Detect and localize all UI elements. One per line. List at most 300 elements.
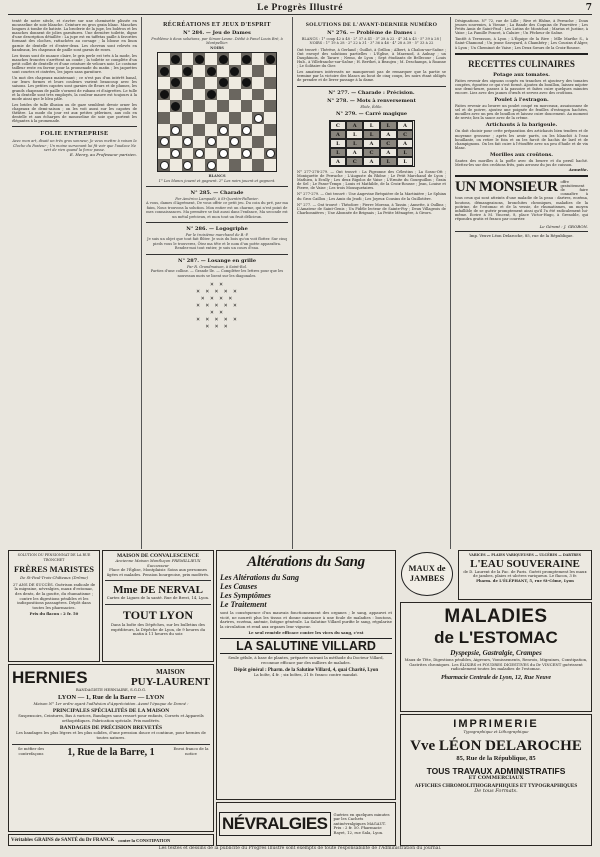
lozenge-grid [191, 281, 243, 330]
white-piece [171, 126, 180, 135]
problem-286-author: Par le troisième marchand de B.-P. [185, 233, 249, 238]
solvers-continued: Tantôt à Terrasson, à Lyon ; L'Équipe de la Rive ; Mlle Marthe S., à Saint-Chamond ; Un jeune Savoyard, à Chambéry ; Les Cousins d'Alger, à Lyon ; Un Cheminot de Vaise ; Les Deux Sœurs de la Croix-Rousse. [455, 37, 588, 50]
black-piece [219, 78, 228, 87]
page-number: 7 [585, 3, 592, 13]
problem-284-title: N° 284. — Jeu de Dames [183, 30, 251, 36]
board-square [217, 112, 229, 124]
magic-square-cell: A [363, 157, 380, 166]
ad-hernies: HERNIES [12, 668, 88, 687]
magic-square-cell: L [346, 130, 363, 139]
board-square [158, 77, 170, 89]
board-square [217, 159, 229, 171]
ad-salutine-sub: Seule gélule, à base de plantes, préparée suivant la méthode du Docteur Villard, reconnue efficace par des milliers de malades. [228, 654, 384, 665]
solvers-list: N° 277. — Ont trouvé : Théodore ; Pierre Moreau, à Tassin ; Annette, à Oullins ; L'Amateur de Saint-Genis ; Un Fidèle lecteur de Sainte-Foy ; Deux Villageois de Charbonnières ; Une Abonnée de Brignais ; La Petite Ménagère, à Givors. [297, 202, 446, 215]
problem-287-text: Parties d'une colline. — Grande île. — Compléter les lettres pour que les nouveaux mots se lisent sur les diagonales. [150, 269, 284, 278]
ad-conv-sub: Ancienne Maison Montluçon PREMILLIEUX Successeur [115, 558, 201, 568]
black-piece [266, 55, 275, 64]
ad-maladies-body: Maux de Tête, Digestions pénibles, Aigreurs, Vomissements, Renvois, Migraines, Constipation, Gastrites chroniques. Les ÉLIXIRS et POUDRES DIGESTIVES du Dr VINCENT guérissent radicalement toutes les maladies de l'estomac. [404, 657, 588, 672]
black-piece [230, 67, 239, 76]
board-square [252, 65, 264, 77]
board-square [217, 100, 229, 112]
poem-text: Avec mon art, disait un très gros sonneur, Je veux mettre à raison la Cloche du Pasteur ; Un moine survenant lui fit voir que l'audace Ne sert de rien quand la force passe. [12, 139, 137, 153]
board-square [170, 136, 182, 148]
board-square [252, 77, 264, 89]
board-square [252, 159, 264, 171]
magic-square-cell: A [346, 121, 363, 130]
ad-affiches: AFFICHES CHROMOLITHOGRAPHIQUES ET TYPOGRAPHIQUES [414, 783, 578, 790]
ad-imprimerie-title: IMPRIMERIE [453, 718, 539, 730]
board-square [205, 77, 217, 89]
board-square [252, 136, 264, 148]
fashion-paragraph: tenté de notre siècle, et s'avère sur une chemisette plissée en mousseline de soie blanche. Ceinture en gros grain blanc. Manches longues à tombe de batiste. La broderie de la jupe, les boléros et les manches donnent de jolies garnitures. Une dernière toilette, digne d'une description détaillée : La jupe est en taffetas paille à favorites formant des cloches, rattachées au corsage ; la blouse en linon garnie de dentelle et d'entre-deux. Les cheveux sont relevés en bandeaux, les chapeaux de paille sont garnis de roses. [12, 19, 137, 52]
problem-287-title: N° 287. — Losange en grille [178, 257, 256, 264]
white-piece [230, 137, 239, 146]
board-square [241, 148, 253, 160]
ad-puy-spec-title: PRINCIPALES SPÉCIALITÉS DE LA MAISON [52, 708, 170, 715]
magic-square-cell: L [346, 139, 363, 148]
ad-delaroche-address: 85, Rue de la République, 85 [456, 754, 536, 762]
board-square [217, 148, 229, 160]
ad-nevralgies-body: Guéries en quelques minutes par les Cachets antinévralgiques MAGAUT. Prix : 2 fr. 50. Pharmacie Rayet, 12, rue Sala, Lyon. [333, 811, 390, 835]
white-piece [242, 126, 251, 135]
ad-alterations-h2: Les Causes [220, 582, 258, 591]
ad-puy-brevets-body: Les bandages les plus légers et les plus solides, d'une pression douce et continue, pour hernies de toutes natures. [16, 730, 206, 740]
fashion-column [8, 17, 142, 549]
ad-freres-title: FRÈRES MARISTES [13, 564, 95, 575]
board-square [193, 159, 205, 171]
ad-puy-note: Maison N° 1er ordre ayant l'adhésion d'Appréciation. Avant l'époque de Donné : [33, 700, 189, 706]
magic-square-cell: L [380, 121, 397, 130]
black-piece [207, 90, 216, 99]
lozenge-grid-row: × × × × [200, 294, 234, 302]
board-square [158, 53, 170, 65]
board-square [241, 89, 253, 101]
board-square [241, 124, 253, 136]
ad-imprimerie-sub: Typographique et Lithographique [463, 729, 529, 734]
solution-278-answer: Elide, Édile. [360, 104, 383, 109]
board-square [158, 148, 170, 160]
board-square [170, 100, 182, 112]
recipe-title: Artichauts à la barigoule. [485, 122, 558, 129]
ad-alterations-h4: Le Traitement [220, 600, 267, 609]
recipe-text: Faites revenir des oignons coupés en tranches et ajoutez-y des tomates coupées, égouttez ce qui s'est formé. Ajoutez du bouillon, laissez mijoter une demi-heure, passez à la passoire et faites cuire quelques minutes encore. Liez avec des jaunes d'œufs et servez avec des croûtons. [455, 78, 588, 95]
ad-salutine-price: La boîte, 4 fr. ; six boîtes, 21 fr. franco contre mandat. [253, 672, 359, 678]
board-square [264, 124, 276, 136]
ad-conv-title: MAISON DE CONVALESCENCE [116, 553, 200, 559]
divider [455, 175, 588, 177]
board-square [264, 77, 276, 89]
monsieur-ad-title: UN MONSIEUR [455, 179, 558, 196]
footer-disclaimer: Les textes et dessins de la publicité du Progrès Illustré sont exempts de toute responsabilité de l'Administration du journal. [158, 846, 442, 851]
printer-line: Imp. Veuve Léon Delaroche, 85, rue de la République. [455, 231, 588, 238]
board-square [241, 77, 253, 89]
board-square [182, 77, 194, 89]
board-square [264, 112, 276, 124]
lozenge-grid-row: × × × [205, 322, 229, 330]
problem-285-author: Par Américo Lampadé, à St-Quentin-Fallavier. [175, 197, 259, 202]
ad-alterations-remede: Le seul remède efficace contre les vices du sang, c'est [248, 630, 364, 636]
recipes-heading: RECETTES CULINAIRES [468, 58, 575, 69]
magic-square-cell: L [363, 130, 380, 139]
ad-puy-address: LYON — 1, Rue de la Barre — LYON [57, 693, 165, 701]
board-square [205, 89, 217, 101]
ad-freres-maristes [8, 550, 100, 662]
solvers-continued: Désignations. N° 72, rue de Lille ; Rive et Rhône, à Perrache ; Doux jeunes souvenirs, à Vienne ; La Bande des Coquins de Fourvière ; Les Petits Amis de Saint-Paul ; Les Lutins de Montchat ; Marius et Justine, à Vaise ; La Famille Poncet, à Caluire ; Un Pêcheur de Saône. [455, 19, 588, 36]
fashion-paragraph: Les brides de tulle illusion ou de gaze semblent devoir orner les chapeaux de demi-saison ; on les voit aussi sur les capotes de théâtre. La mode du jour est aux petites pèlerines, aux cols en dentelle et aux écharpes de mousseline de soie que portent les élégantes à la promenade. [12, 102, 137, 124]
board-square [193, 65, 205, 77]
board-square [170, 124, 182, 136]
board-square [229, 112, 241, 124]
ad-travaux: TOUS TRAVAUX ADMINISTRATIFS [426, 765, 566, 776]
board-square [182, 65, 194, 77]
board-square [182, 136, 194, 148]
board-square [252, 112, 264, 124]
board-square [193, 136, 205, 148]
board-square [264, 53, 276, 65]
ad-tout-lyon-body: Dans la boîte des Dépêches, sur les bulletins des expéditeurs, la Dépêche de Lyon, de 9 heures du matin à 11 heures du soir. [110, 621, 206, 637]
ad-puy-spec-body: Suspensoirs, Ceintures, Bas à varices, Bandages sans ressort pour enfants, Corsets et Appareils orthopédiques. Fabrication spéciale. Prix modérés. [18, 713, 204, 723]
board-square [264, 65, 276, 77]
divider [455, 53, 588, 55]
white-piece [266, 149, 275, 158]
ad-alterations-body: sont la conséquence d'un mauvais fonctionnement des organes ; le sang, appauvri et vicié, ne nourrit plus les tissus et donne naissance à une foule de maladies : boutons, dartres, eczéma, anémie, fatigue générale. La Salutine Villard purifie le sang, régularise la circulation et rend aux organes leur vigueur. [220, 610, 392, 629]
board-square [205, 136, 217, 148]
board-square [252, 148, 264, 160]
solution-276-note: Les amateurs intéressés ne manqueront pas de remarquer que la partie se termine par la victoire des blancs au bout de cinq coups, les noirs étant obligés de prendre et de livrer passage à la dame. [297, 70, 446, 83]
board-square [193, 148, 205, 160]
ad-salutine-depot: Dépôt général : Pharm. de la Salutine Villard, 4, quai Charité, Lyon [233, 668, 379, 674]
white-piece [183, 137, 192, 146]
ad-puy-header [12, 668, 210, 688]
board-square [158, 112, 170, 124]
board-square [158, 89, 170, 101]
games-heading: RÉCRÉATIONS ET JEUX D'ESPRIT [163, 22, 271, 28]
problem-286-title: N° 286. — Logogriphe [186, 226, 248, 233]
divider [297, 86, 446, 87]
ad-estomac-title: de L'ESTOMAC [434, 628, 558, 647]
board-square [241, 53, 253, 65]
solution-277-title: N° 277. — Charade : Précision. [328, 89, 415, 96]
black-piece [207, 67, 216, 76]
board-square [229, 53, 241, 65]
white-piece [160, 137, 169, 146]
monsieur-ad [455, 180, 588, 221]
board-square [193, 53, 205, 65]
board-square [205, 53, 217, 65]
board-square [217, 89, 229, 101]
lozenge-grid-row: × × × × × [196, 301, 238, 309]
board-top-label: NOIRS [210, 45, 224, 50]
board-square [193, 112, 205, 124]
magic-square-cell: C [397, 130, 414, 139]
recipe-text: Faites revenir au beurre un poulet coupé en morceaux, assaisonnez de sel et de poivre, ajoutez une poignée de feuilles d'estragon hachées, mouillez avec un peu de bouillon et laissez cuire doucement. Au moment de servir, liez la sauce avec de la crème. [455, 104, 588, 121]
board-square [193, 77, 205, 89]
white-piece [160, 161, 169, 170]
magic-square-cell: L [397, 148, 414, 157]
board-square [205, 100, 217, 112]
board-square [158, 159, 170, 171]
board-square [229, 77, 241, 89]
magic-square-cell: C [330, 121, 347, 130]
ad-puy-maison: MAISON [156, 668, 185, 676]
poem-title: FOLIE ENTREPRISE [40, 130, 109, 138]
black-piece [183, 67, 192, 76]
solution-276-title: N° 276. — Problème de Dames : [327, 30, 416, 36]
ad-eau-title: L'EAU SOUVERAINE [470, 557, 580, 570]
white-piece [254, 114, 263, 123]
ad-puy-footer [12, 744, 210, 758]
board-caption: 1° Les blancs jouent et gagnent. 2° Les noirs jouent et gagnent. [158, 178, 276, 183]
board-square [229, 159, 241, 171]
white-piece [207, 161, 216, 170]
ad-puy-laurent [8, 664, 214, 832]
board-square [182, 124, 194, 136]
board-square [264, 100, 276, 112]
ad-puy-brand [131, 668, 210, 688]
magic-square-cell: L [363, 121, 380, 130]
board-square [170, 77, 182, 89]
black-piece [242, 78, 251, 87]
board-square [193, 124, 205, 136]
ad-maladies-pharmacy: Pharmacie Centrale de Lyon, 12, Rue Neuve [440, 674, 552, 681]
solution-279-title: N° 279. — Carré magique [335, 110, 408, 117]
solvers-list: N° 277-279. — Ont trouvé : Une Angevine Bréquière de la Martinière ; Le Sphinx du Gros Caillou ; Les Amis du Jeudi ; Les Joyeux Cousins de la Guillotière. [297, 192, 446, 201]
ad-tout-lyon: TOUT LYON [122, 607, 194, 622]
fashion-paragraph: Les tissus sont de nuance claire, le gris perle est très à la mode, les manches froncées s'arrêtent au coude ; la toilette se complète d'un petit collet de dentelle et d'une ceinture de velours noir. Le costume tailleur reste en faveur pour la promenade du matin ; les jaquettes sont courtes et cintrées, les jupes sans garniture. [12, 53, 137, 75]
ad-puy-footer-left: Se méfier des contrefaçons [17, 746, 45, 757]
divider [12, 126, 137, 127]
ad-imprimerie-delaroche [400, 714, 592, 846]
board-square [170, 89, 182, 101]
white-piece [207, 137, 216, 146]
ad-alterations-h1: Les Altérations du Sang [220, 573, 300, 582]
ad-maladies-estomac [400, 602, 592, 712]
problem-287-author: Par R. Grandmaison, à Saint-Rol. [186, 264, 248, 269]
ad-puy-sub: BANDAGISTE HERNIAIRE, S.G.D.G. [75, 687, 147, 692]
problem-285-text: A vous, dames d'Agrément, De vous offrir ce petit jeu. Du coin du pré, par ma faim, Nous trouvons la solution. Mon entier est un charme, qui n'est point de mes connaissances. Ma première se fait aussi dans l'enfance, Ma seconde est un métal précieux, et mon tout un fruit délicieux. [146, 201, 288, 219]
board-square [205, 112, 217, 124]
board-square [170, 65, 182, 77]
board-square [229, 65, 241, 77]
white-piece [183, 161, 192, 170]
ad-maux-de-jambes-badge: MAUX de JAMBES [401, 552, 453, 596]
white-piece [219, 149, 228, 158]
masthead [8, 3, 592, 15]
white-piece [242, 149, 251, 158]
solvers-list: N° 277-278-279. — Ont trouvé : La Pigeonne des Célestins ; La Sosso-Ott ; Moniquette de Perrache ; L'Auguste du Rhône ; Le Petit Marchand de Lyon ; Mathieu, à Ecully ; Les deux Rigolos de Vaise ; L'Ermite du Gourguillon ; Grain de Sel ; Le Passe-Temps ; Louis et Mathilde, de la Croix-Rousse ; Jean, Louise et Pierre, de Vaise ; Les trois Mousquetaires. [297, 169, 446, 191]
board-square [241, 100, 253, 112]
magic-square-cell: A [397, 121, 414, 130]
problem-284-author: Problème à deux solutions, par Simon-Lesne. Dédié à Panel Louis Bré, à Montpellier. [151, 37, 283, 46]
gerant-line: Le Gérant : J. GROBON. [539, 224, 588, 229]
solution-276-solvers: Ont trouvé : Thérèse, à Gerland ; Guillot, à Grillon ; Albert, à Chalon-sur-Saône ; Ont envoyé des solutions partielles : L'Église, à Mazenod, à Aulnay ; un Dauphinois, de Tarare ; Nemo, de Lyon ; Sept étudiants de Bellecour ; Louis Hub., à Villefranche-sur-Saône ; H. Berthet, à Beaujeu ; M. Deschamps, à Roanne ; Le Solitaire du Gier. [297, 47, 446, 69]
magic-square-cell: L [330, 148, 347, 157]
board-bottom-label: BLANCS [208, 174, 226, 179]
problem-286-text: Je suis un objet que tout fait flûter. Je suis du bois qu'on voit flotter. Sur cinq pieds vous le trouverez, Ôtez ma tête et le nom d'un poète apparaîtra. Rendez-moi tout entier, je suis un cours d'eau. [147, 237, 287, 251]
ad-grains-sante [8, 834, 214, 846]
black-piece [171, 55, 180, 64]
ad-eau-souveraine [458, 550, 592, 600]
white-piece [171, 149, 180, 158]
board-square [205, 148, 217, 160]
board-square [252, 100, 264, 112]
board-square [241, 159, 253, 171]
board-square [217, 136, 229, 148]
magic-square-cell: L [330, 139, 347, 148]
board-square [158, 124, 170, 136]
board-square [241, 112, 253, 124]
problem-285-title: N° 285. — Charade [190, 190, 244, 197]
lozenge-grid-row: × × × × × [196, 315, 238, 323]
magic-square-cell: C [380, 139, 397, 148]
games-column [142, 17, 293, 549]
divider [146, 222, 288, 223]
ad-nevralgies-title: NÉVRALGIES [219, 812, 331, 836]
black-piece [171, 78, 180, 87]
board-square [229, 148, 241, 160]
fashion-paragraph: Un mot des chapeaux maintenant ; ce n'est pas d'un intérêt banal, car leurs formes et leurs couleurs varient beaucoup avec les saisons. Les petites capotes sont garnies de fleurs et de plumes, les grands chapeaux de paille s'ornent de rubans et d'aigrettes. Le tulle et la dentelle sont très employés, la couleur mauve est toujours à la mode ainsi que le bleu pâle. [12, 76, 137, 101]
ad-puy-brevets-title: BANDAGES DE PRÉCISION BREVETÉS [59, 725, 163, 732]
ad-salutine-name: LA SALUTINE VILLARD [220, 638, 392, 654]
solution-278-title: N° 278. — Mots à renversement [327, 97, 416, 104]
magic-square-cell: A [330, 157, 347, 166]
white-piece [219, 126, 228, 135]
board-square [170, 159, 182, 171]
ad-maladies-title: MALADIES [444, 606, 548, 627]
divider [146, 186, 288, 187]
magic-square-cell: A [346, 148, 363, 157]
board-square [217, 53, 229, 65]
board-square [229, 89, 241, 101]
board-square [182, 100, 194, 112]
solutions-heading: SOLUTIONS DE L'AVANT-DERNIER NUMÉRO [305, 22, 438, 28]
divider [146, 254, 288, 255]
magic-square-cell: A [330, 130, 347, 139]
ad-puy-name: PUY-LAURENT [130, 676, 210, 688]
ad-convalescence [102, 550, 214, 662]
black-piece [160, 67, 169, 76]
lozenge-grid-row: × × [210, 280, 224, 288]
recipes-column [451, 17, 592, 549]
ad-dyspepsie: Dyspepsie, Gastralgie, Crampes [450, 649, 542, 657]
recipe-text: Sautez des morilles à la poêle avec du beurre et du persil haché. Mettez-les sur des croûtons frits, puis arrosez du jus de cuisson. [455, 158, 588, 167]
ad-nerval-name: Mme DE NERVAL [113, 584, 203, 597]
ad-puy-footer-right: Envoi franco de la notice [173, 746, 209, 757]
lozenge-grid-row: × × × × × [196, 287, 238, 295]
board-square [264, 159, 276, 171]
board-square [241, 136, 253, 148]
lozenge-grid-row: × × [210, 308, 224, 316]
board-square [217, 124, 229, 136]
board-square [217, 65, 229, 77]
board-square [264, 136, 276, 148]
board-square [252, 124, 264, 136]
board-square [264, 89, 276, 101]
board-square [229, 124, 241, 136]
ad-travaux-sub: ET COMMERCIAUX [468, 774, 524, 781]
black-piece [219, 55, 228, 64]
board-square [205, 159, 217, 171]
ad-freres-body: 27 ANS DE SUCCÈS. Guérison radicale de la migraine, névralgies, maux d'estomac, des dents, de la goutte, du rhumatisme ; contre les digestions pénibles et les indispositions passagères. Dépôt dans toutes les pharmacies. [12, 581, 96, 610]
magic-square-cell: A [397, 139, 414, 148]
board-square [158, 136, 170, 148]
board-square [182, 159, 194, 171]
newspaper-title: Le Progrès Illustré [257, 3, 343, 13]
ad-puy-footer-address: 1, Rue de la Barre, 1 [67, 746, 155, 758]
magic-square-cell: C [363, 148, 380, 157]
recipe-title: Potage aux tomates. [493, 71, 550, 78]
board-square [252, 89, 264, 101]
board-square [229, 136, 241, 148]
recipe-text: On doit choisir pour cette préparation des artichauts bien tendres et de moyenne grosseur ; après les avoir parés, on les blanchit à l'eau bouillante, on retire le foin et on les farcit de hachis de lard et de champignons. On les fait cuire à l'étouffée avec un peu d'huile et de vin blanc. [455, 129, 588, 150]
magic-square-cell: A [380, 130, 397, 139]
ad-grains-sub: contre la CONSTIPATION [118, 837, 171, 843]
recipe-title: Poulet à l'estragon. [494, 97, 549, 104]
black-piece [171, 102, 180, 111]
ad-freres-price: Prix du flacon : 2 fr. 50 [29, 611, 79, 617]
board-square [205, 124, 217, 136]
black-piece [195, 55, 204, 64]
ad-eau-body: de D. Laurent de la Fac. de Paris. Guérit promptement les maux de jambes, plaies et ulcères variqueux. Le flacon, 3 fr. [463, 568, 587, 579]
board-square [193, 100, 205, 112]
divider [105, 604, 211, 605]
board-square [158, 65, 170, 77]
board-square [217, 77, 229, 89]
ad-conv-body: Place de l'Église, Montplaisir. Soins aux personnes âgées et malades. Pension bourgeoise, prix modérés. [106, 567, 210, 577]
board-square [182, 53, 194, 65]
board-square [158, 100, 170, 112]
ad-delaroche-name: Vve LÉON DELAROCHE [410, 737, 582, 754]
ad-affiches-sub: De tous Formats. [474, 788, 518, 795]
board-square [182, 148, 194, 160]
board-square [170, 148, 182, 160]
magic-square-cell: L [380, 157, 397, 166]
magic-square-cell: A [380, 148, 397, 157]
divider [105, 580, 211, 581]
ad-grains-title: Véritables GRAINS de SANTÉ du Dr FRANCK [11, 837, 115, 843]
ad-nevralgies [216, 802, 396, 846]
white-piece [195, 149, 204, 158]
monsieur-ad-text: offre gratuitement de faire connaître à tous ceux qui sont atteints d'une maladie de la peau : dartres, eczéma, boutons, démangeaisons, bronchites chroniques, maladies de la poitrine, de l'estomac et de la vessie, de rhumatismes, un moyen infaillible de se guérir promptement ainsi qu'il l'a été radicalement lui-même. Écrire à M. Vincent, 8, place Victor-Hugo, à Grenoble, qui répondra gratis et franco par courrier. [455, 180, 588, 221]
ad-nerval-address: Cartes de Ligues de la santé. Rue de Brest, 14, Lyon. [106, 595, 210, 601]
board-square [241, 65, 253, 77]
checkers-board [157, 52, 277, 172]
board-square [182, 89, 194, 101]
board-square [252, 53, 264, 65]
ad-alterations-title: Altérations du Sang [247, 554, 365, 570]
board-square [205, 65, 217, 77]
recipes-signature: Annette. [568, 167, 588, 173]
ad-freres-sub: De St-Paul-Trois-Châteaux (Drôme) [20, 575, 88, 581]
black-piece [160, 90, 169, 99]
recipe-title: Morilles aux croûtons. [489, 151, 554, 158]
board-square [264, 148, 276, 160]
advertisement-section [8, 550, 592, 850]
ad-eau-depot: Pharm. de L'ÉLÉPHANT, 5, rue St-Côme, Lyon [476, 577, 574, 583]
magic-square-cell: C [346, 157, 363, 166]
article-columns [8, 17, 592, 549]
solution-276-moves: BLANCS : 1° coup 42 à 48 · 2° 37 à 41 · 3° 28 à 22 · 4° 34 à 43 · 5° 39 à 28 | NOIRS : 1° 19 à 28 · 2° 22 à 31 · 3° 36 à 46 · 4° 28 à 39 · 5° 33 à 22 [301, 37, 442, 46]
magic-square [329, 120, 415, 167]
black-piece [242, 55, 251, 64]
ad-salutine-villard [216, 550, 396, 800]
magic-square-cell: A [363, 139, 380, 148]
magic-square-cell: L [397, 157, 414, 166]
board-square [182, 112, 194, 124]
board-square [170, 53, 182, 65]
board-square [193, 89, 205, 101]
ad-alterations-h3: Les Symptômes [220, 591, 271, 600]
